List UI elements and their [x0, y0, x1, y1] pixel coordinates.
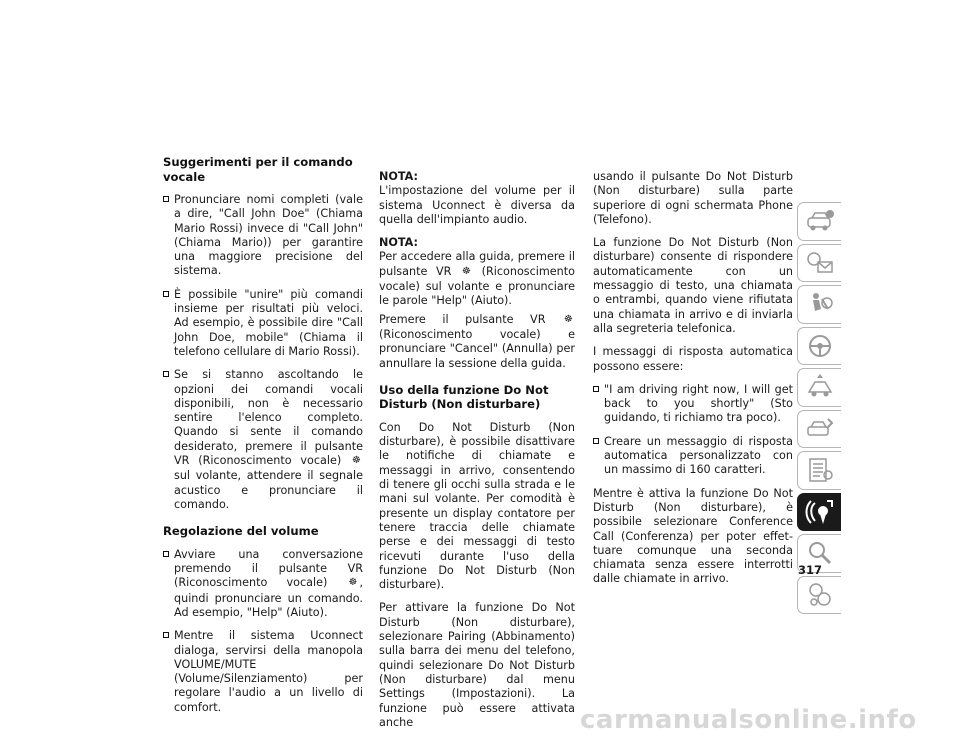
tab-languages[interactable] — [797, 576, 841, 615]
bullet-square-icon — [163, 551, 169, 557]
tab-specifications[interactable] — [797, 451, 841, 490]
steering-wheel-icon — [803, 331, 837, 361]
tab-car-info[interactable] — [797, 202, 841, 241]
emergency-icon — [803, 372, 837, 402]
car-info-icon — [803, 206, 837, 236]
voice-recognition-icon: ☸ — [564, 313, 573, 325]
section-heading-voice-tips: Suggerimenti per il comando vocale — [163, 155, 353, 184]
list-item: Pronunciare nomi completi (vale a dire, "Call John Doe" (Chiama Mario Rossi) invece di "Call John" (Chiama Mario)) per garantire una maggiore precisione del sistema. — [163, 193, 363, 279]
section-heading-do-not-disturb: Uso della funzione Do Not Disturb (Non disturbare) — [379, 382, 549, 412]
tab-servicing[interactable] — [797, 410, 841, 449]
list-item: Mentre il sistema Uconnect dialoga, servirsi della manopola VOLUME/MUTE (Volume/Silenziamento) per regolare l'audio a un livello di comfort. — [163, 629, 363, 715]
note-text: L'impostazione del volume per il sistema Uconnect è diversa da quella dell'impianto audio. — [379, 184, 575, 226]
bullet-square-icon — [163, 196, 169, 202]
tab-starting-operating[interactable] — [797, 327, 841, 366]
note-label: NOTA: — [379, 170, 418, 183]
paragraph: Con Do Not Disturb (Non disturbare), è possibile disattivare le notifiche di chiamate e messaggi in arrivo, consentendo di tenere gli occhi sulla strada e le mani sul volante. Per comodità è presente un display contatore per tenere traccia delle chiamate perse e dei messaggi di testo ricevuti durante l'uso della funzione Do Not Disturb (Non disturbare). — [379, 420, 575, 592]
bullet-square-icon — [593, 438, 599, 444]
service-car-icon — [803, 414, 837, 444]
voice-recognition-icon: ☸ — [352, 455, 361, 467]
tab-multimedia[interactable] — [797, 493, 841, 532]
note-label: NOTA: — [379, 236, 418, 250]
bullet-square-icon — [593, 386, 599, 392]
watermark-logo: carmanualsonline.info — [580, 705, 917, 735]
specifications-list-icon — [803, 455, 837, 485]
chapter-tabs — [797, 202, 841, 617]
section-heading-volume: Regolazione del volume — [163, 524, 319, 539]
paragraph: Per attivare la funzione Do Not Disturb (Non disturbare), selezionare Pairing (Abbinamento) sulla barra dei menu del telefono, quindi selezionare Do Not Disturb (Non disturbare) dal menu Settings (Impostazioni). La funzione può essere attivata anche — [379, 601, 575, 729]
multimedia-icon — [803, 497, 837, 527]
note-text: Premere il pulsante VR ☸ (Riconoscimento vocale) e pronunciare "Cancel" (Annulla) per annullare la sessione della guida. — [379, 312, 575, 370]
warning-lights-icon — [803, 248, 837, 278]
tab-safety[interactable] — [797, 285, 841, 324]
list-item: Creare un messaggio di risposta automatica personalizzato con un massimo di 160 caratteri. — [593, 435, 793, 478]
column-middle — [379, 170, 575, 739]
bullet-square-icon — [163, 371, 169, 377]
safety-seat-icon — [803, 289, 837, 319]
list-item: Se si stanno ascoltando le opzioni dei comandi vocali disponibili, non è necessario sentire l'elenco completo. Quando si sente il comando desiderato, premere il pulsante VR (Riconoscimento vocale) ☸sul volante, attendere il segnale acustico e pronunciare il comando. — [163, 368, 363, 512]
note-text: Per accedere alla guida, premere il pulsante VR ☸ (Riconoscimento vocale) sul volante e pronunciare le parole "Help" (Aiuto). — [379, 250, 575, 308]
bullet-square-icon — [163, 291, 169, 297]
tab-emergency[interactable] — [797, 368, 841, 407]
column-left — [163, 155, 363, 724]
list-item: "I am driving right now, I will get back to you shortly" (Sto guidando, ti richiamo tra poco). — [593, 383, 793, 426]
column-right — [593, 170, 793, 596]
bullet-square-icon — [163, 632, 169, 638]
voice-recognition-icon: ☸ — [462, 265, 471, 277]
paragraph: I messaggi di risposta automatica possono essere: — [593, 345, 793, 373]
page-number: 317 — [798, 563, 823, 577]
list-item: È possibile "unire" più comandi insieme per risultati più veloci. Ad esempio, è possibile dire "Call John Doe, mobile" (Chiama il telefono cellulare di Mario Rossi). — [163, 288, 363, 359]
paragraph: usando il pulsante Do Not Disturb (Non disturbare) sulla parte superiore di ogni schermata Phone (Telefono). — [593, 170, 793, 226]
paragraph: La funzione Do Not Disturb (Non disturbare) consente di rispondere automaticamente con un messaggio di testo, una chiamata o entrambi, quando viene rifiutata una chiamata in arrivo e di inviarla alla segreteria telefonica. — [593, 236, 793, 335]
language-icon — [803, 580, 837, 610]
tab-warning-lights[interactable] — [797, 244, 841, 283]
paragraph: Mentre è attiva la funzione Do Not Disturb (Non disturbare), è possibile selezionare Conference Call (Conferenza) per poter effettuare comunque una seconda chiamata senza essere interrotti dalle chiamate in arrivo. — [593, 486, 793, 586]
voice-recognition-icon: ☸ — [348, 577, 358, 589]
list-item: Avviare una conversazione premendo il pulsante VR (Riconoscimento vocale) ☸ , quindi pronunciare un comando. Ad esempio, "Help" (Aiuto). — [163, 548, 363, 620]
